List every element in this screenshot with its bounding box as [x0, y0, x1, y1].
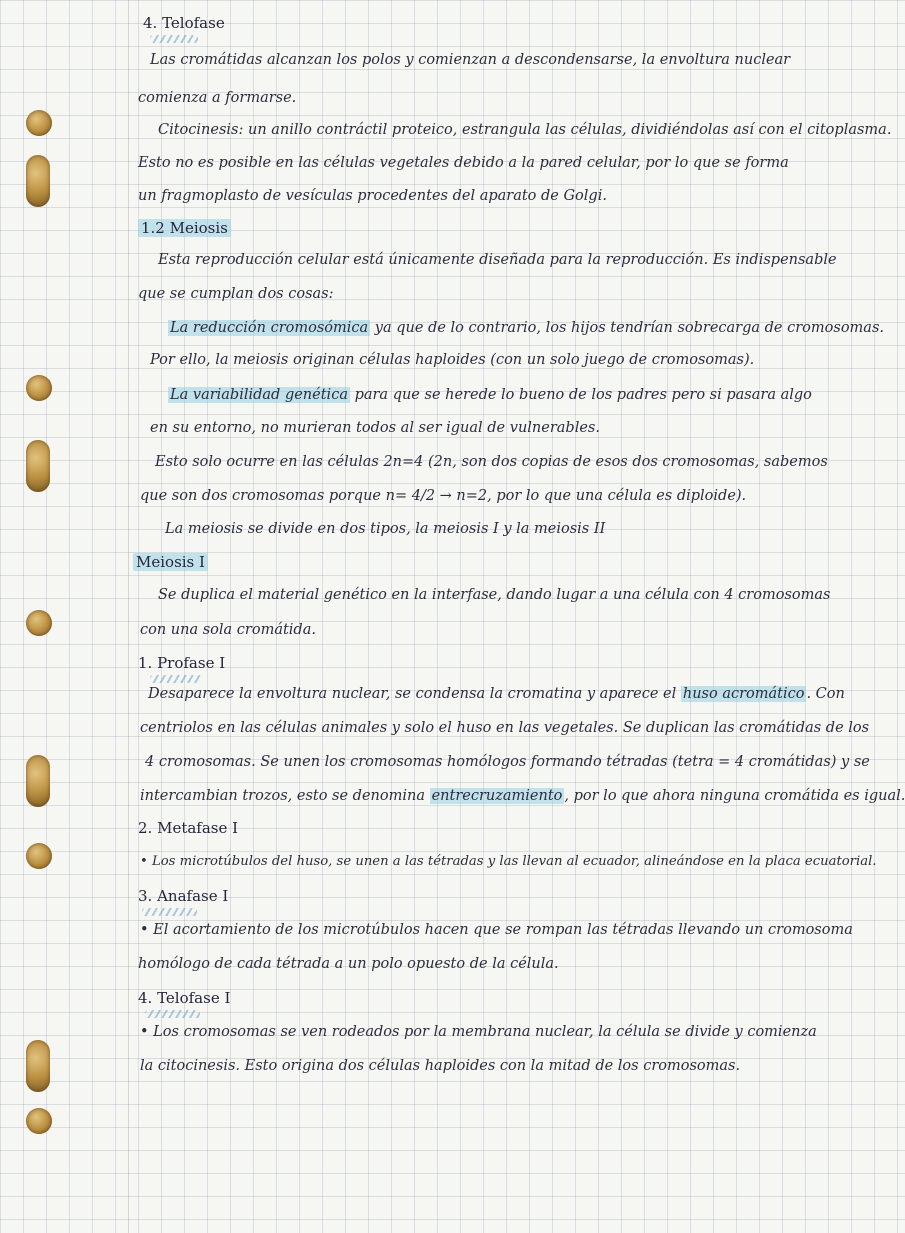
meiosis1-text-line: con una sola cromátida. — [140, 622, 316, 638]
heading-underline — [150, 35, 198, 43]
term-huso-acromatico: huso acromático — [682, 686, 805, 702]
meiosis-intro-line: Esta reproducción celular está únicamente diseñada para la reproducción. Es indispensable — [158, 252, 837, 268]
point-reduccion-cont: Por ello, la meiosis originan células haploides (con un solo juego de cromosomas). — [150, 352, 755, 368]
profase-line4-end: , por lo que ahora ninguna cromátida es igual. — [564, 788, 905, 804]
profase-line: centriolos en las células animales y solo el huso en las vegetales. Se duplican las cromátidas de los — [140, 720, 870, 736]
binder-hole — [26, 1108, 52, 1134]
binder-hole — [26, 610, 52, 636]
profase-line1-text: Desaparece la envoltura nuclear, se condensa la cromatina y aparece el — [148, 686, 677, 702]
heading-underline — [150, 675, 202, 683]
meiosis-paragraph-line: que son dos cromosomas porque n= 4/2 → n=2, por lo que una célula es diploide). — [140, 488, 747, 504]
telofase1-line: • Los cromosomas se ven rodeados por la membrana nuclear, la célula se divide y comienza — [140, 1024, 817, 1040]
binder-hole — [26, 1040, 50, 1092]
binder-hole — [26, 375, 52, 401]
telofase-text-line: comienza a formarse. — [138, 90, 297, 106]
telofase-text-line: Citocinesis: un anillo contráctil proteico, estrangula las células, dividiéndolas así con el citoplasma. — [158, 122, 892, 138]
profase-heading: 1. Profase I — [138, 654, 226, 672]
point-reduccion — [168, 318, 884, 338]
meiosis-heading-label: 1.2 Meiosis — [138, 219, 231, 237]
profase-line4-text: intercambian trozos, esto se denomina — [140, 788, 425, 804]
term-variabilidad-genetica: La variabilidad genética — [170, 387, 348, 403]
binder-hole — [26, 755, 50, 807]
heading-underline — [142, 908, 197, 916]
profase-line1-end: . Con — [806, 686, 845, 702]
metafase-heading: 2. Metafase I — [138, 819, 239, 837]
margin-line — [128, 0, 129, 1233]
telofase1-line: la citocinesis. Esto origina dos células haploides con la mitad de los cromosomas. — [140, 1058, 741, 1074]
point-reduccion-text: ya que de lo contrario, los hijos tendrían sobrecarga de cromosomas. — [374, 320, 885, 336]
binder-hole — [26, 843, 52, 869]
term-entrecruzamiento: entrecruzamiento — [431, 788, 563, 804]
meiosis-paragraph-line: La meiosis se divide en dos tipos, la meiosis I y la meiosis II — [165, 521, 606, 537]
meiosis1-text-line: Se duplica el material genético en la interfase, dando lugar a una célula con 4 cromosomas — [158, 587, 831, 603]
binder-hole — [26, 440, 50, 492]
binder-hole — [26, 110, 52, 136]
binder-hole — [26, 155, 50, 207]
telofase-text-line: Esto no es posible en las células vegetales debido a la pared celular, por lo que se forma — [138, 155, 789, 171]
meiosis1-heading-label: Meiosis I — [133, 553, 208, 571]
term-reduccion-cromosomica: La reducción cromosómica — [170, 320, 369, 336]
anafase-line: homólogo de cada tétrada a un polo opuesto de la célula. — [138, 956, 559, 972]
profase-line — [148, 684, 845, 704]
point-variabilidad — [168, 385, 812, 405]
anafase-line: • El acortamiento de los microtúbulos hacen que se rompan las tétradas llevando un cromosoma — [140, 922, 853, 938]
telofase-text-line: un fragmoplasto de vesículas procedentes del aparato de Golgi. — [138, 188, 607, 204]
meiosis-paragraph-line: Esto solo ocurre en las células 2n=4 (2n, son dos copias de esos dos cromosomas, sabemos — [155, 454, 828, 470]
point-variabilidad-text: para que se herede lo bueno de los padres pero si pasara algo — [354, 387, 812, 403]
meiosis1-heading — [133, 552, 208, 572]
telofase-text-line: Las cromátidas alcanzan los polos y comienzan a descondensarse, la envoltura nuclear — [150, 52, 791, 68]
point-variabilidad-cont: en su entorno, no murieran todos al ser igual de vulnerables. — [150, 420, 600, 436]
meiosis-intro-line: que se cumplan dos cosas: — [138, 286, 334, 302]
metafase-text: • Los microtúbulos del huso, se unen a las tétradas y las llevan al ecuador, alineándose en la placa ecuatorial. — [140, 854, 877, 869]
profase-line: 4 cromosomas. Se unen los cromosomas homólogos formando tétradas (tetra = 4 cromátidas) y se — [145, 754, 870, 770]
meiosis-heading — [138, 218, 231, 238]
telofase1-heading: 4. Telofase I — [138, 989, 231, 1007]
profase-line — [140, 786, 905, 806]
anafase-heading: 3. Anafase I — [138, 887, 229, 905]
telofase-heading: 4. Telofase — [143, 14, 225, 32]
heading-underline — [145, 1010, 200, 1018]
